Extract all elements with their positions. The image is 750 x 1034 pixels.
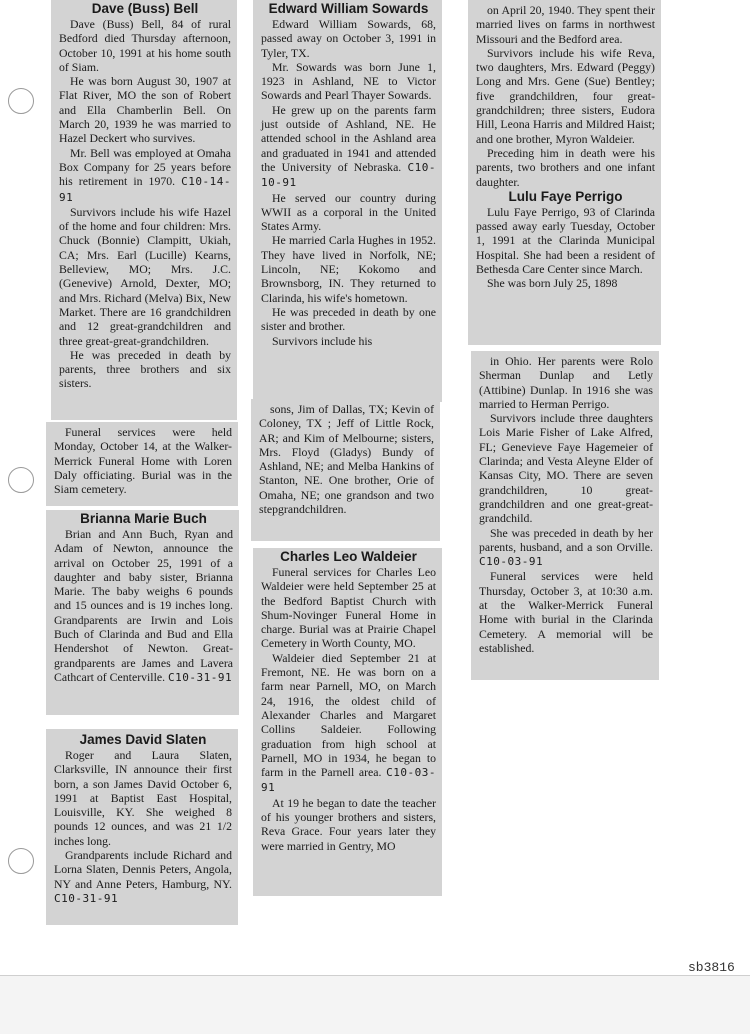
binder-hole [8, 467, 34, 493]
paragraph: She was born July 25, 1898 [487, 276, 618, 291]
clipping-title: Charles Leo Waldeier [280, 549, 417, 564]
binder-hole [8, 848, 34, 874]
paragraph: Survivors include his wife Reva, two daughters, Mrs. Edward (Peggy) Long and Mrs. Gene (Sue) Bentley; five grandchildren, four great-grandchildren; three sisters, Eudora Hill, Leona Harris and Mildred Haist; and one brother, Myron Waldeier. [476, 45, 655, 146]
clipping-title: Brianna Marie Buch [80, 511, 207, 526]
paragraph: Roger and Laura Slaten, Clarksville, IN announce their first born, a son James David October 6, 1991 at Baptist East Hospital, Louisville, KY. She weighed 8 pounds 12 ounces, and was 21 1/2 inches long. [54, 748, 232, 848]
paragraph [261, 651, 436, 796]
paragraph: Edward William Sowards, 68, passed away on October 3, 1991 in Tyler, TX. [261, 17, 436, 60]
paragraph: He was preceded in death by one sister and brother. [261, 304, 436, 334]
paragraph: Mr. Sowards was born June 1, 1923 in Ashland, NE to Victor Sowards and Pearl Thayer Sowards. [261, 59, 436, 103]
paragraph: Funeral services were held Monday, October 14, at the Walker-Merrick Funeral Home with Loren Daly officiating. Burial was in the Siam cemetery. [54, 425, 232, 497]
obituary-edward-sowards-continued [251, 399, 440, 541]
handwritten-date: C10-03-91 [261, 766, 436, 795]
paragraph [59, 146, 231, 205]
handwritten-date: C10-31-91 [168, 670, 233, 684]
obituary-charles-waldeier [253, 548, 442, 896]
paragraph-text: She was preceded in death by her parents, husband, and a son Orville. [479, 525, 653, 554]
paragraph-text: Brian and Ann Buch, Ryan and Adam of Newton, announce the arrival on October 25, 1991 of a daughter and baby sister, Brianna Marie. The baby weighs 6 pounds and 15 ounces and is 19 inches long. Grandparents are Irwin and Lois Buch of Clarinda and Bud and Ella Hendershot of Newton. Great-grandparents are James and Lavera Cathcart of Centerville. [54, 527, 233, 684]
paragraph: He served our country during WWII as a corporal in the United States Army. [261, 190, 436, 234]
paragraph-text: Waldeier died September 21 at Fremont, NE. He was born on a farm near Parnell, MO, on March 24, 1916, the oldest child of Alexander Charles and Margaret Collins Saldeier. Following graduation from high school at Parnell, MO in 1934, he began to farm in the Parnell area. [261, 650, 436, 780]
paragraph-text: He grew up on the parents farm just outside of Ashland, NE. He attended school in the Ashland area and graduated in 1941 and attended the University of Nebraska. [261, 102, 436, 174]
paragraph: on April 20, 1940. They spent their married lives on farms in northwest Missouri and the Bedford area. [476, 3, 655, 46]
paragraph-text: Mr. Bell was employed at Omaha Box Company for 25 years before his retirement in 1970. [59, 145, 231, 189]
footer-code: sb3816 [688, 960, 735, 975]
paragraph [54, 527, 233, 685]
paragraph: Lulu Faye Perrigo, 93 of Clarinda passed away early Tuesday, October 1, 1991 at the Clarinda Municipal Hospital. She had been a resident of Bethesda Care Center since March. [476, 204, 655, 277]
handwritten-date: C10-03-91 [479, 555, 544, 569]
obituary-lulu-perrigo-continued [471, 351, 659, 680]
clipping-title: James David Slaten [79, 732, 207, 747]
handwritten-date: C10-10-91 [261, 160, 436, 190]
obituary-dave-bell [51, 0, 237, 420]
clipping-title: Lulu Faye Perrigo [508, 188, 623, 204]
paragraph: in Ohio. Her parents were Rolo Sherman Dunlap and Letly (Attibine) Dunlap. In 1916 she was married to Herman Perrigo. [479, 354, 653, 411]
paragraph: He married Carla Hughes in 1952. They have lived in Norfolk, NE; Lincoln, NE; Kokomo and Brownsborg, IN. They returned to Clarinda, his wife's hometown. [261, 233, 436, 305]
binder-hole [8, 88, 34, 114]
obituary-edward-sowards [253, 0, 442, 402]
scan-bottom-strip [0, 975, 750, 1034]
paragraph: Funeral services were held Thursday, October 3, at 10:30 a.m. at the Walker-Merrick Funeral Home with burial in the Clarinda Cemetery. A memorial will be established. [479, 569, 653, 655]
paragraph [479, 526, 653, 570]
handwritten-date: C10-14-91 [59, 175, 231, 204]
clipping-title: Dave (Buss) Bell [91, 1, 199, 16]
paragraph [261, 103, 436, 191]
birth-announcement-brianna-buch [46, 510, 239, 715]
paragraph [54, 848, 232, 906]
handwritten-date: C10-31-91 [54, 891, 119, 905]
paragraph: Funeral services for Charles Leo Waldeier were held September 25 at the Bedford Baptist Church with Shum-Novinger Funeral Home in charge. Burial was at Prairie Chapel Cemetery in Worth County, MO. [261, 565, 436, 651]
paragraph-text: Grandparents include Richard and Lorna Slaten, Dennis Peters, Angola, NY and Anne Peters, Hamburg, NY. [54, 848, 232, 891]
paragraph: Survivors include his [272, 333, 373, 348]
paragraph: Dave (Buss) Bell, 84 of rural Bedford died Thursday afternoon, October 10, 1991 at his home south of Siam. [59, 17, 231, 74]
obituary-dave-bell-continued [46, 422, 238, 506]
birth-announcement-james-slaten [46, 729, 238, 925]
paragraph: At 19 he began to date the teacher of his younger brothers and sisters, Reva Grace. Four years later they were married in Gentry, MO [261, 795, 436, 853]
paragraph: He was preceded in death by parents, three brothers and six sisters. [59, 347, 231, 391]
paragraph: sons, Jim of Dallas, TX; Kevin of Coloney, TX ; Jeff of Little Rock, AR; and Kim of Melbourne; sisters, Mrs. Floyd (Gladys) Bundy of Ashland, NE; and Melba Hankins of Stanton, NE. One brother, Orie of Omaha, NE; one grandson and two stepgrandchildren. [259, 402, 434, 517]
paragraph: He was born August 30, 1907 at Flat River, MO the son of Robert and Ella Chamberlin Bell. On March 20, 1939 he was married to Hazel Deckert who survives. [59, 74, 231, 146]
obituary-waldeier-continued-and-lulu-perrigo [468, 0, 661, 345]
clipping-title: Edward William Sowards [268, 1, 429, 16]
paragraph: Survivors include three daughters Lois Marie Fisher of Lake Alfred, FL; Genevieve Faye Hagemeier of Clarinda; and Vesta Aleyne Elder of Kansas City, MO. There are seven grandchildren, 10 great-grandchildren and one great-great-grandchild. [479, 411, 653, 526]
paragraph: Preceding him in death were his parents, two brothers and one infant daughter. [476, 145, 655, 189]
paragraph: Survivors include his wife Hazel of the home and four children: Mrs. Chuck (Bonnie) Clampitt, Ukiah, CA; Mrs. Earl (Lucille) Kearns, Belleview, MO; Mrs. J.C. (Genevive) Arnold, Dexter, MO; and Mrs. Richard (Melva) Bix, New Market. There are 16 grandchildren and 12 great-grandchildren and three great-great-grandchildren. [59, 204, 231, 348]
